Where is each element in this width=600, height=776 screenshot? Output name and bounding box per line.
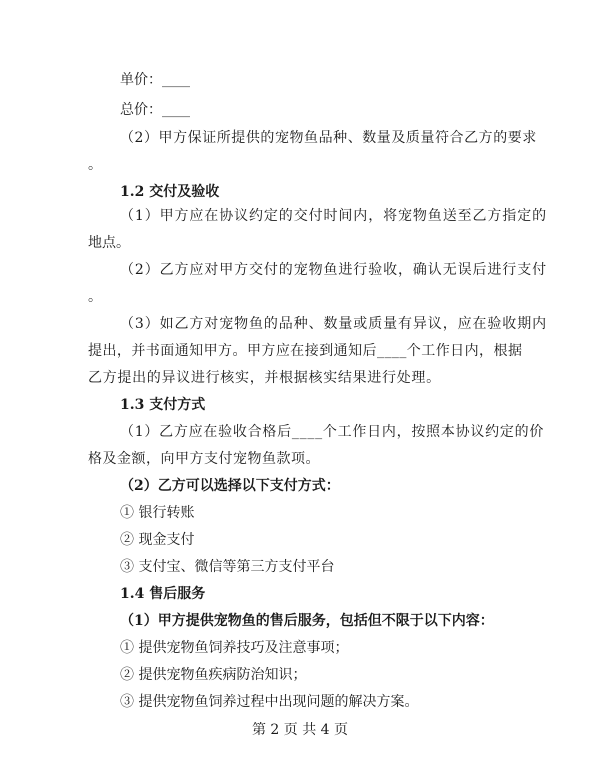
- page-footer: 第 2 页 共 4 页: [251, 722, 349, 738]
- list-item: ② 提供宠物鱼疾病防治知识；: [120, 667, 307, 683]
- paragraph-line: 地点。: [88, 235, 130, 251]
- paragraph-line: （2）甲方保证所提供的宠物鱼品种、数量及质量符合乙方的要求: [120, 130, 537, 146]
- section-heading: 1.2 交付及验收: [120, 184, 220, 200]
- section-heading: 1.3 支付方式: [120, 397, 206, 413]
- list-item: ① 提供宠物鱼饲养技巧及注意事项；: [120, 640, 349, 656]
- paragraph-line: 。: [88, 157, 102, 173]
- total-price-line: 总价：____: [120, 102, 190, 118]
- unit-price-line: 单价：____: [120, 72, 190, 88]
- list-item: ② 现金支付: [120, 532, 195, 548]
- paragraph-line: （1）甲方提供宠物鱼的售后服务，包括但不限于以下内容：: [120, 613, 494, 629]
- section-heading: 1.4 售后服务: [120, 586, 206, 602]
- paragraph-line: 。: [88, 289, 102, 305]
- paragraph-line: （2）乙方应对甲方交付的宠物鱼进行验收，确认无误后进行支付: [120, 262, 548, 278]
- paragraph-line: 格及金额，向甲方支付宠物鱼款项。: [88, 451, 320, 467]
- paragraph-line: （1）甲方应在协议约定的交付时间内，将宠物鱼送至乙方指定的: [120, 208, 548, 224]
- paragraph-line: （2）乙方可以选择以下支付方式：: [120, 478, 340, 494]
- paragraph-line: （3）如乙方对宠物鱼的品种、数量或质量有异议，应在验收期内: [120, 316, 548, 332]
- paragraph-line: （1）乙方应在验收合格后____个工作日内，按照本协议约定的价: [120, 424, 545, 440]
- paragraph-line: 乙方提出的异议进行核实，并根据核实结果进行处理。: [88, 370, 441, 386]
- list-item: ① 银行转账: [120, 505, 195, 521]
- paragraph-line: 提出，并书面通知甲方。甲方应在接到通知后____个工作日内，根据: [88, 343, 523, 359]
- list-item: ③ 支付宝、微信等第三方支付平台: [120, 559, 335, 575]
- list-item: ③ 提供宠物鱼饲养过程中出现问题的解决方案。: [120, 694, 419, 710]
